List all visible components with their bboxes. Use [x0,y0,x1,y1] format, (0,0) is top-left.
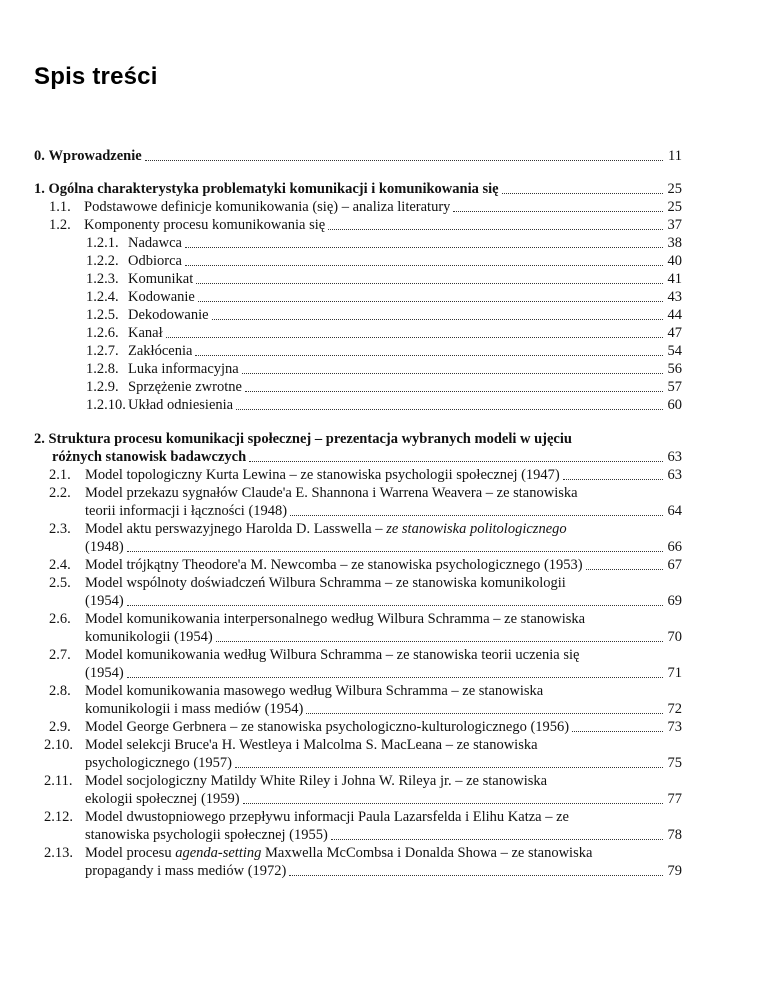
toc-entry [86,306,682,324]
leader-dots [249,460,663,462]
toc-entry-line [49,574,566,592]
leader-dots [331,838,663,840]
leader-dots [195,354,663,356]
toc-entry-page: 77 [667,791,682,807]
toc-entry-number: 1.2.7. [86,343,119,359]
toc-entry-page: 78 [667,827,682,843]
toc-entry-title-italic: ze stanowiska politologicznego [386,521,567,537]
toc-entry-title: Model socjologiczny Matildy White Riley i Johna W. Rileya jr. – ze stanowiska [85,773,548,789]
toc-entry [86,270,682,288]
toc-entry-page: 63 [667,449,682,465]
toc-entry [49,466,682,484]
toc-entry-title: Model przekazu sygnałów Claude'a E. Shannona i Warrena Weavera – ze stanowiska [85,485,578,501]
leader-dots [236,408,663,410]
toc-entry-number: 2.6. [49,611,71,627]
toc-entry-title: Kodowanie [128,289,195,305]
toc-entry-page: 60 [667,397,682,413]
toc-entry-title: Sprzężenie zwrotne [128,379,242,395]
toc-entry-title: Model aktu perswazyjnego Harolda D. Lasswella – [85,521,387,537]
toc-entry [34,180,682,198]
toc-entry-title-cont: (1954) [85,665,124,681]
toc-entry [49,198,682,216]
toc-entry-page: 73 [667,719,682,735]
toc-entry-title-cont: psychologicznego (1957) [85,755,232,771]
toc-entry-title: Odbiorca [128,253,182,269]
toc-entry [85,628,682,646]
toc-entry-title-cont: (1954) [85,593,124,609]
toc-entry-number: 1.2.10. [86,397,126,413]
toc-entry-page: 54 [667,343,682,359]
toc-entry-title: Nadawca [128,235,182,251]
toc-entry-title-cont: różnych stanowisk badawczych [52,449,247,465]
toc-entry-page: 67 [667,557,682,573]
toc-entry [85,862,682,880]
toc-entry [85,664,682,682]
toc-entry-page: 70 [667,629,682,645]
leader-dots [306,712,663,714]
leader-dots [196,282,663,284]
toc-entry-title: Model komunikowania według Wilbura Schramma – ze stanowiska teorii uczenia się [85,647,580,663]
toc-entry-title: Dekodowanie [128,307,209,323]
leader-dots [235,766,663,768]
toc-entry-number: 2.11. [44,773,73,789]
toc-entry [86,234,682,252]
toc-entry-title: Wprowadzenie [48,148,142,164]
leader-dots [127,604,663,606]
toc-entry-page: 25 [667,199,682,215]
toc-entry-number: 1.2. [49,217,71,233]
toc-entry-title: Kanał [128,325,163,341]
toc-entry-page: 71 [667,665,682,681]
toc-entry-title-cont: stanowiska psychologii społecznej (1955) [85,827,328,843]
leader-dots [127,550,663,552]
toc-entry [86,378,682,396]
toc-entry-title-italic: agenda-setting [175,845,262,861]
toc-entry-page: 41 [667,271,682,287]
toc-entry [85,700,682,718]
toc-entry-line [44,808,569,826]
toc-entry-title-cont: ekologii społecznej (1959) [85,791,240,807]
toc-entry [52,448,682,466]
toc-entry [85,502,682,520]
toc-entry-page: 57 [667,379,682,395]
leader-dots [572,730,663,732]
toc-entry-title-cont: propagandy i mass mediów (1972) [85,863,287,879]
toc-entry-number: 1.2.1. [86,235,119,251]
toc-entry-title-cont: (1948) [85,539,124,555]
toc-entry-number: 2.4. [49,557,71,573]
toc-entry-number: 2.3. [49,521,71,537]
toc-entry [86,360,682,378]
toc-entry-number: 0. [34,148,45,164]
toc-entry [86,342,682,360]
toc-entry-number: 2.10. [44,737,73,753]
leader-dots [328,228,663,230]
leader-dots [127,676,663,678]
toc-entry-title: Model trójkątny Theodore'a M. Newcomba – ze stanowiska psychologicznego (1953) [85,557,583,573]
toc-entry-number: 2.8. [49,683,71,699]
toc-entry-line [49,682,543,700]
toc-entry-title: Model wspólnoty doświadczeń Wilbura Schramma – ze stanowiska komunikologii [85,575,566,591]
toc-entry-number: 1.2.2. [86,253,119,269]
toc-entry-number: 1.1. [49,199,71,215]
toc-entry-line [49,520,567,538]
toc-entry-page: 40 [667,253,682,269]
toc-entry-page: 47 [667,325,682,341]
toc-entry-title-cont: komunikologii i mass mediów (1954) [85,701,304,717]
toc-entry [85,790,682,808]
toc-entry-title: Model procesu [85,845,176,861]
toc-entry-line [44,844,592,862]
toc-entry-title: Zakłócenia [128,343,193,359]
toc-entry-number: 2.9. [49,719,71,735]
toc-entry-page: 25 [667,181,682,197]
leader-dots [243,802,663,804]
toc-entry-title: Podstawowe definicje komunikowania (się) – analiza literatury [84,199,451,215]
toc-entry-title: Model George Gerbnera – ze stanowiska psychologiczno-kulturologicznego (1956) [85,719,570,735]
leader-dots [145,159,663,161]
toc-entry-number: 1. [34,181,45,197]
toc-entry-number: 1.2.3. [86,271,119,287]
page-title: Spis treści [34,63,158,90]
leader-dots [586,568,663,570]
leader-dots [563,478,663,480]
toc-entry-page: 72 [667,701,682,717]
toc-entry-title: Komponenty procesu komunikowania się [84,217,326,233]
toc-entry-number: 2.13. [44,845,73,861]
toc-entry-number: 2.7. [49,647,71,663]
toc-entry-page: 69 [667,593,682,609]
leader-dots [290,514,663,516]
leader-dots [502,192,663,194]
leader-dots [166,336,663,338]
toc-entry-number: 1.2.8. [86,361,119,377]
toc-entry [85,538,682,556]
toc-entry-title: Model komunikowania interpersonalnego według Wilbura Schramma – ze stanowiska [85,611,586,627]
toc-entry-page: 43 [667,289,682,305]
toc-entry [85,826,682,844]
toc-entry-page: 66 [667,539,682,555]
toc-entry-page: 75 [667,755,682,771]
toc-entry-number: 1.2.9. [86,379,119,395]
toc-entry [85,592,682,610]
toc-entry-page: 11 [668,148,682,164]
toc-entry-line [44,736,538,754]
toc-entry-line [44,772,547,790]
toc-entry-page: 38 [667,235,682,251]
toc-entry-number: 2.5. [49,575,71,591]
leader-dots [212,318,663,320]
toc-entry [86,252,682,270]
toc-entry [86,288,682,306]
toc-entry-page: 64 [667,503,682,519]
toc-entry-page: 63 [667,467,682,483]
toc-entry [49,556,682,574]
toc-entry-title: Układ odniesienia [128,397,234,413]
toc-entry-title-rest: Maxwella McCombsa i Donalda Showa – ze stanowiska [261,845,593,861]
toc-entry-number: 1.2.5. [86,307,119,323]
toc-entry-number: 2.12. [44,809,73,825]
toc-entry-title: Ogólna charakterystyka problematyki komunikacji i komunikowania się [48,181,499,197]
toc-entry [49,216,682,234]
toc-entry-title: Model dwustopniowego przepływu informacji Paula Lazarsfelda i Elihu Katza – ze [85,809,569,825]
toc-entry-number: 2.2. [49,485,71,501]
leader-dots [453,210,663,212]
toc-entry-title: Model komunikowania masowego według Wilbura Schramma – ze stanowiska [85,683,544,699]
toc-entry-title: Model topologiczny Kurta Lewina – ze stanowiska psychologii społecznej (1947) [85,467,560,483]
toc-entry-title: Model selekcji Bruce'a H. Westleya i Malcolma S. MacLeana – ze stanowiska [85,737,538,753]
leader-dots [289,874,663,876]
toc-entry-page: 37 [667,217,682,233]
toc-entry-title-cont: teorii informacji i łączności (1948) [85,503,288,519]
toc-entry-page: 44 [667,307,682,323]
leader-dots [198,300,663,302]
toc-entry-line [34,430,572,448]
leader-dots [242,372,663,374]
toc-entry-title: Komunikat [128,271,194,287]
toc-entry-number: 1.2.4. [86,289,119,305]
toc-entry [86,396,682,414]
toc-entry [34,147,682,165]
toc-entry-number: 1.2.6. [86,325,119,341]
toc-entry [49,718,682,736]
leader-dots [216,640,663,642]
toc-entry-line [49,484,578,502]
toc-entry-title: Struktura procesu komunikacji społecznej – prezentacja wybranych modeli w ujęciu [48,431,572,447]
toc-entry-page: 79 [667,863,682,879]
leader-dots [185,246,663,248]
toc-entry [86,324,682,342]
toc-entry-page: 56 [667,361,682,377]
leader-dots [185,264,663,266]
toc-entry-line [49,610,585,628]
toc-entry-title: Luka informacyjna [128,361,239,377]
toc-entry-number: 2.1. [49,467,71,483]
toc-entry [85,754,682,772]
toc-entry-number: 2. [34,431,45,447]
toc-entry-line [49,646,579,664]
leader-dots [245,390,663,392]
toc-entry-title-cont: komunikologii (1954) [85,629,213,645]
